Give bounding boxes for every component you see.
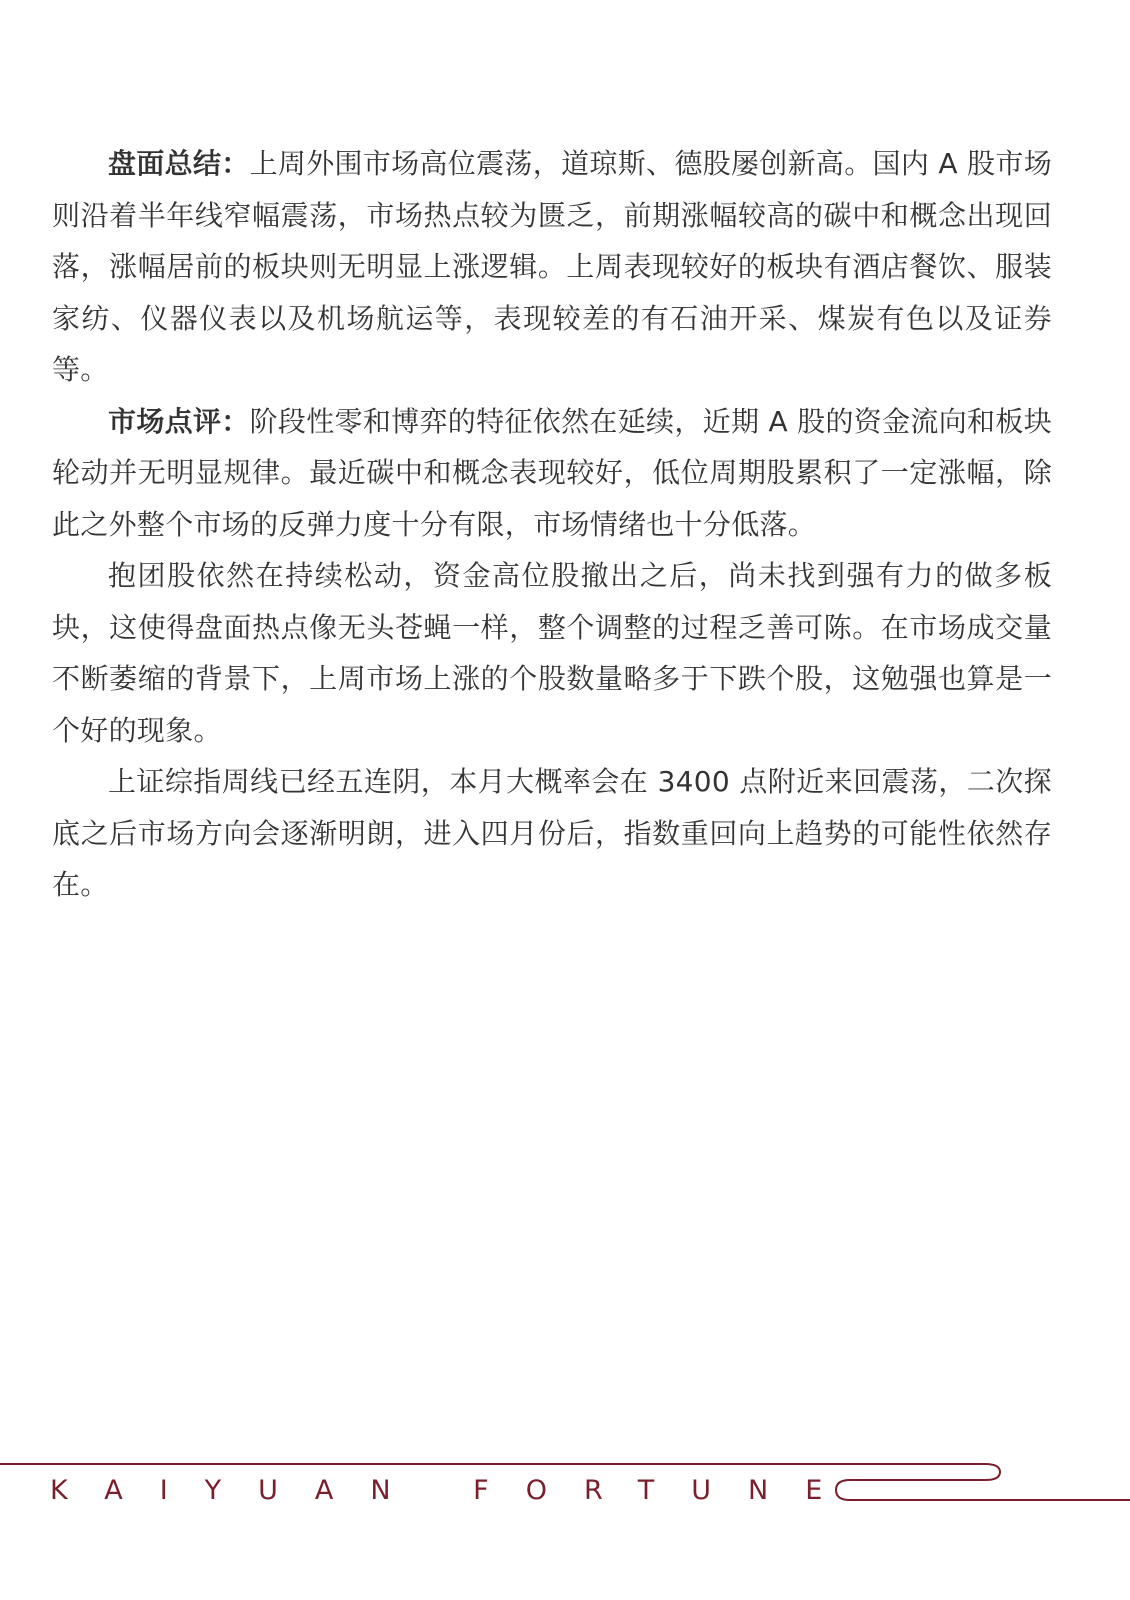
market-summary-heading: 盘面总结： (108, 147, 250, 180)
brand-wordmark: KAIYUAN FORTUNE (50, 1475, 860, 1506)
paragraph-group-stocks (52, 550, 1052, 756)
market-review-heading: 市场点评： (108, 404, 250, 438)
article-body (52, 138, 1052, 911)
market-review-text: 阶段性零和博弈的特征依然在延续，近期 A 股的资金流向和板块轮动并无明显规律。最近碳中和概念表现较好，低位周期股累积了一定涨幅，除此之外整个市场的反弹力度十分有限，市场情绪也十分低落。 (52, 404, 1052, 541)
index-outlook-text: 上证综指周线已经五连阴，本月大概率会在 3400 点附近来回震荡，二次探底之后市场方向会逐渐明朗，进入四月份后，指数重回向上趋势的可能性依然存在。 (52, 765, 1052, 901)
group-stocks-text: 抱团股依然在持续松动，资金高位股撤出之后，尚未找到强有力的做多板块，这使得盘面热点像无头苍蝇一样，整个调整的过程乏善可陈。在市场成交量不断萎缩的背景下，上周市场上涨的个股数量略多于下跌个股，这勉强也算是一个好的现象。 (52, 559, 1052, 747)
paragraph-index-outlook (52, 756, 1052, 911)
paragraph-market-review (52, 396, 1052, 551)
paragraph-market-summary (52, 138, 1052, 396)
market-summary-text: 上周外围市场高位震荡，道琼斯、德股屡创新高。国内 A 股市场则沿着半年线窄幅震荡，市场热点较为匮乏，前期涨幅较高的碳中和概念出现回落，涨幅居前的板块则无明显上涨逻辑。上周表现较好的板块有酒店餐饮、服装家纺、仪器仪表以及机场航运等，表现较差的有石油开采、煤炭有色以及证券等。 (52, 147, 1052, 386)
